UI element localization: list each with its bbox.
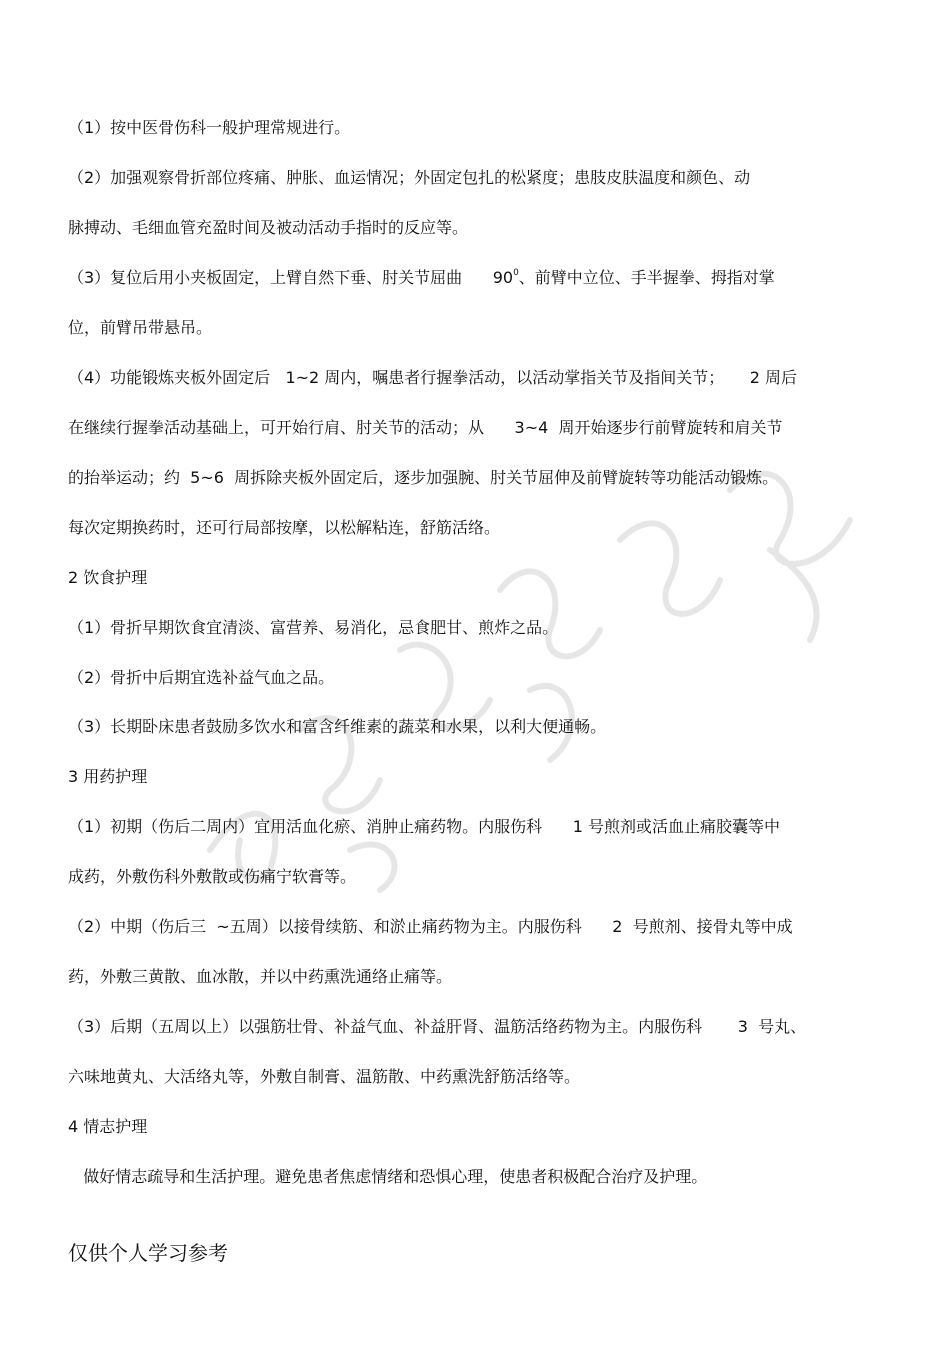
text-line: （2）中期（伤后三 ~五周）以接骨续筋、和淤止痛药物为主。内服伤科 2 号煎剂、接骨丸等中成 [68,917,793,936]
text-line: 成药，外敷伤科外敷散或伤痛宁软膏等。 [68,867,357,886]
degree-superscript: 0 [513,268,519,278]
text-line: （1）骨折早期饮食宜清淡、富营养、易消化，忌食肥甘、煎炸之品。 [68,618,559,637]
text-line: （1）初期（伤后二周内）宜用活血化瘀、消肿止痛药物。内服伤科 1 号煎剂或活血止痛胶囊等中 [68,817,780,836]
text-line: 六味地黄丸、大活络丸等，外敷自制膏、温筋散、中药熏洗舒筋活络等。 [68,1067,581,1086]
footer-note: 仅供个人学习参考 [68,1241,228,1265]
section-heading: 2 饮食护理 [68,568,148,587]
text-line: （2）骨折中后期宜选补益气血之品。 [68,668,335,687]
text-line: （1）按中医骨伤科一般护理常规进行。 [68,118,351,137]
text-line: （3）长期卧床患者鼓励多饮水和富含纤维素的蔬菜和水果，以利大便通畅。 [68,717,607,736]
text-line: （2）加强观察骨折部位疼痛、肿胀、血运情况；外固定包扎的松紧度；患肢皮肤温度和颜色、动 [68,168,751,187]
text-line: 每次定期换药时，还可行局部按摩，以松解粘连，舒筋活络。 [68,518,501,537]
text-line: 脉搏动、毛细血管充盈时间及被动活动手指时的反应等。 [68,218,469,237]
text-segment: （3）复位后用小夹板固定，上臂自然下垂、肘关节屈曲 90 [68,268,514,287]
text-line: （4）功能锻炼夹板外固定后 1~2 周内，嘱患者行握拳活动，以活动掌指关节及指间关节； 2 周后 [68,368,797,387]
section-heading: 3 用药护理 [68,767,148,786]
section-heading: 4 情志护理 [68,1117,148,1136]
text-line: （3）后期（五周以上）以强筋壮骨、补益气血、补益肝肾、温筋活络药物为主。内服伤科 3 号丸、 [68,1017,807,1036]
text-segment: 、前臂中立位、手半握拳、拇指对掌 [518,268,775,287]
text-line [68,268,775,288]
text-line: 的抬举运动；约 5~6 周拆除夹板外固定后，逐步加强腕、肘关节屈伸及前臂旋转等功能活动锻炼。 [68,468,779,487]
text-line: 做好情志疏导和生活护理。避免患者焦虑情绪和恐惧心理，使患者积极配合治疗及护理。 [68,1167,708,1186]
text-line: 位，前臂吊带悬吊。 [68,318,213,337]
text-line: 药，外敷三黄散、血冰散，并以中药熏洗通络止痛等。 [68,967,453,986]
text-line: 在继续行握拳活动基础上，可开始行肩、肘关节的活动；从 3~4 周开始逐步行前臂旋转和肩关节 [68,418,783,437]
